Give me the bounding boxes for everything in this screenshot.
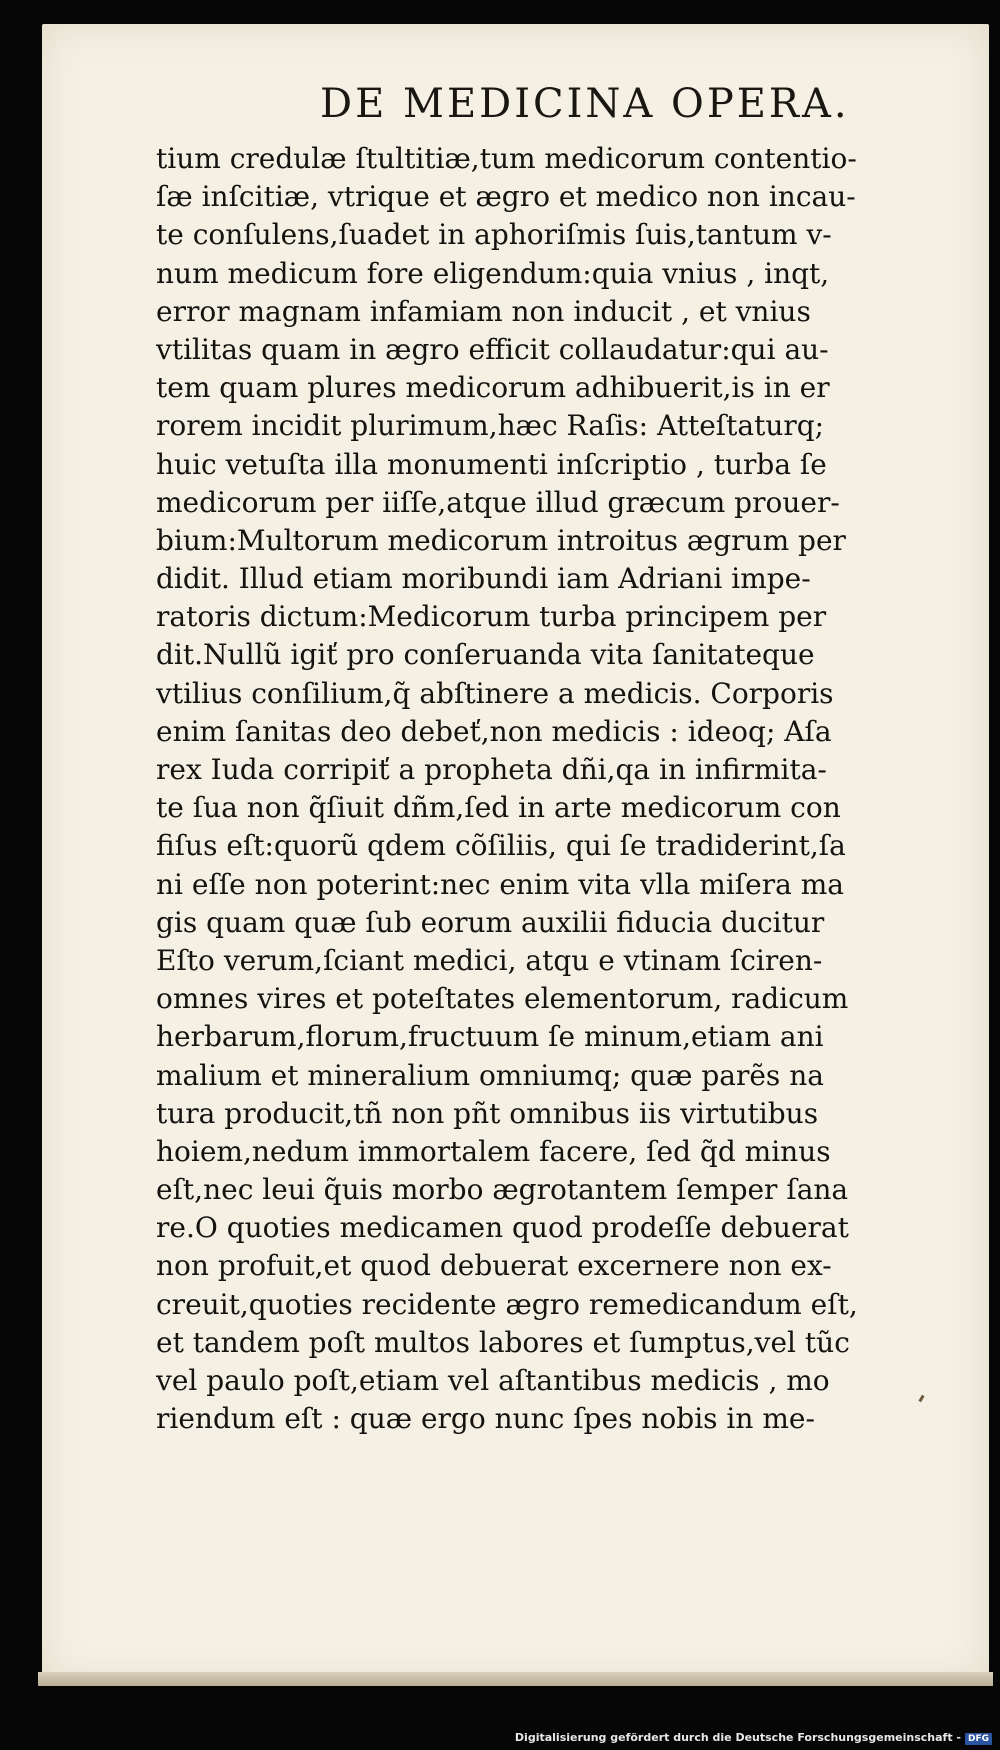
credit-text: Digitalisierung gefördert durch die Deutsche Forschungsgemeinschaft - bbox=[514, 1731, 961, 1744]
text-line: ratoris dictum:Medicorum turba principem per bbox=[156, 600, 827, 634]
text-line: eſt,nec leui q̃uis morbo ægrotantem ſemper ſana bbox=[156, 1173, 849, 1207]
text-line: num medicum fore eligendum:quia vnius , inqt, bbox=[156, 256, 830, 290]
text-line: ni eſſe non poterint:nec enim vita vlla miſera ma bbox=[156, 867, 844, 901]
dfg-logo: DFG bbox=[965, 1733, 992, 1745]
text-line: huic vetuſta illa monumenti inſcriptio , turba ſe bbox=[156, 447, 827, 481]
text-line: riendum eſt : quæ ergo nunc ſpes nobis in me- bbox=[156, 1402, 815, 1436]
text-line: bium:Multorum medicorum introitus ægrum per bbox=[156, 523, 846, 557]
text-line: vel paulo poſt,etiam vel aſtantibus medicis , mo bbox=[156, 1364, 830, 1397]
text-line: medicorum per iiſſe,atque illud græcum prouer- bbox=[156, 485, 840, 519]
digitization-credit bbox=[515, 1731, 992, 1745]
text-line: te conſulens,ſuadet in aphoriſmis ſuis,tantum v- bbox=[156, 218, 832, 252]
text-line: creuit,quoties recidente ægro remedicandum eſt, bbox=[156, 1287, 858, 1321]
text-line: error magnam infamiam non inducit , et vnius bbox=[156, 294, 811, 328]
text-line: rorem incidit plurimum,hæc Raſis: Atteſtaturq; bbox=[156, 409, 825, 443]
text-line: omnes vires et poteſtates elementorum, radicum bbox=[156, 982, 849, 1016]
text-line: ſæ inſcitiæ, vtrique et ægro et medico non incau- bbox=[156, 180, 856, 214]
text-line: tium credulæ ſtultitiæ,tum medicorum contentio- bbox=[156, 142, 857, 175]
text-line: hoiem,nedum immortalem facere, ſed q̃d minus bbox=[156, 1134, 831, 1168]
text-line: Eſto verum,ſciant medici, atqu e vtinam ſciren- bbox=[156, 943, 823, 977]
body-text bbox=[156, 140, 956, 1438]
text-line: didit. Illud etiam moribundi iam Adriani impe- bbox=[156, 562, 811, 596]
text-line: herbarum,florum,fructuum ſe minum,etiam ani bbox=[156, 1020, 824, 1054]
text-line: rex Iuda corripiť a propheta dñi,qa in infirmita- bbox=[156, 753, 827, 786]
page-bottom-edge bbox=[38, 1672, 993, 1686]
text-line: fiſus eſt:quorũ qdem cõſiliis, qui ſe tradiderint,ſa bbox=[156, 829, 846, 863]
text-line: vtilitas quam in ægro efficit collaudatur:qui au- bbox=[156, 332, 829, 366]
text-line: malium et mineralium omniumq; quæ parẽs na bbox=[156, 1058, 824, 1092]
text-line: et tandem poſt multos labores et ſumptus,vel tũc bbox=[156, 1325, 850, 1359]
text-line: vtilius conſilium,q̃ abſtinere a medicis. Corporis bbox=[156, 676, 834, 710]
text-line: gis quam quæ ſub eorum auxilii fiducia ducitur bbox=[156, 905, 825, 939]
text-line: dit.Nullũ igiť pro conſeruanda vita ſanitateque bbox=[156, 638, 815, 672]
text-line: re.O quoties medicamen quod prodeſſe debuerat bbox=[156, 1211, 849, 1245]
text-line: tem quam plures medicorum adhibuerit,is in er bbox=[156, 371, 830, 405]
text-line: tura producit,tñ non pñt omnibus iis virtutibus bbox=[156, 1096, 819, 1130]
text-line: enim ſanitas deo debeť,non medicis : ideoq; Aſa bbox=[156, 714, 832, 748]
text-line: non profuit,et quod debuerat excernere non ex- bbox=[156, 1249, 832, 1283]
running-head: DE MEDICINA OPERA. bbox=[320, 81, 850, 127]
text-line: te ſua non q̃ſiuit dñm,ſed in arte medicorum con bbox=[156, 791, 841, 825]
